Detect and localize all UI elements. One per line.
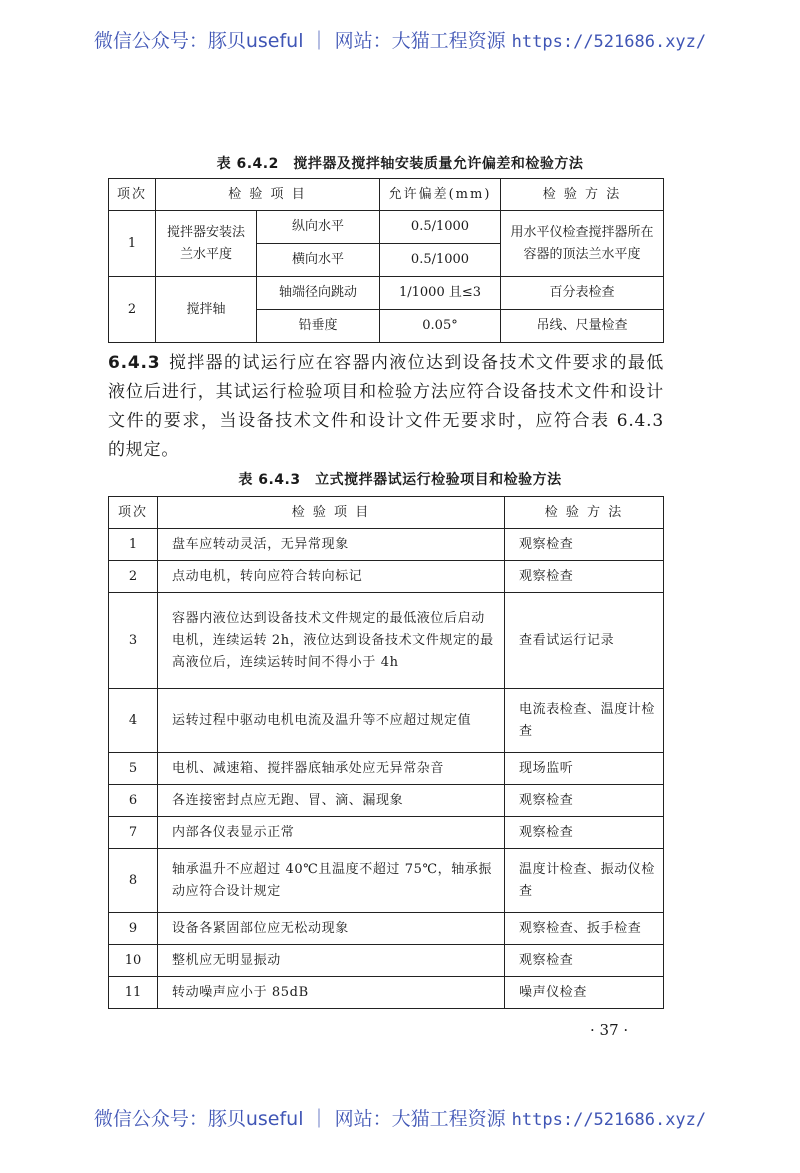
row-method: 观察检查 (505, 945, 664, 977)
watermark-wechat: 微信公众号：豚贝useful (93, 30, 304, 52)
row-item: 轴端径向跳动 (257, 277, 380, 310)
table-row (109, 817, 664, 849)
row-method: 温度计检查、振动仪检查 (505, 849, 664, 913)
watermark-url[interactable]: https://521686.xyz/ (511, 1110, 707, 1130)
watermark-site: 网站：大猫工程资源 (334, 30, 506, 52)
row-item: 点动电机，转向应符合转向标记 (158, 561, 505, 593)
row-method: 用水平仪检查搅拌器所在容器的顶法兰水平度 (501, 211, 664, 277)
table-row (109, 753, 664, 785)
table-6-4-3-title: 表 6.4.3 立式搅拌器试运行检验项目和检验方法 (238, 472, 562, 488)
row-method: 百分表检查 (501, 277, 664, 310)
watermark-top (0, 26, 800, 53)
row-no: 5 (109, 753, 158, 785)
table-6-4-2-title: 表 6.4.2 搅拌器及搅拌轴安装质量允许偏差和检验方法 (216, 156, 584, 172)
header-method: 检 验 方 法 (505, 497, 664, 529)
row-no: 3 (109, 593, 158, 689)
row-item: 盘车应转动灵活，无异常现象 (158, 529, 505, 561)
row-item: 转动噪声应小于 85dB (158, 977, 505, 1009)
table-row (109, 277, 664, 310)
table-6-4-3 (108, 496, 664, 1009)
row-tolerance: 0.05° (380, 310, 501, 343)
row-item: 整机应无明显振动 (158, 945, 505, 977)
table-header-row (109, 179, 664, 211)
row-item: 各连接密封点应无跑、冒、滴、漏现象 (158, 785, 505, 817)
clause-text: 搅拌器的试运行应在容器内液位达到设备技术文件要求的最低液位后进行，其试运行检验项目和检验方法应符合设备技术文件和设计文件的要求，当设备技术文件和设计文件无要求时，应符合表 6.4.3 的规定。 (108, 353, 664, 460)
clause-number: 6.4.3 (108, 353, 161, 373)
watermark-site: 网站：大猫工程资源 (334, 1108, 506, 1130)
table-row (109, 785, 664, 817)
row-method: 吊线、尺量检查 (501, 310, 664, 343)
row-no: 1 (109, 211, 156, 277)
row-no: 8 (109, 849, 158, 913)
row-no: 2 (109, 277, 156, 343)
row-no: 4 (109, 689, 158, 753)
row-method: 噪声仪检查 (505, 977, 664, 1009)
table-6-4-2 (108, 178, 664, 343)
table-row (109, 945, 664, 977)
table-header-row (109, 497, 664, 529)
row-no: 1 (109, 529, 158, 561)
row-no: 9 (109, 913, 158, 945)
row-method: 观察检查 (505, 817, 664, 849)
row-item: 横向水平 (257, 244, 380, 277)
watermark-bottom (0, 1104, 800, 1131)
header-no: 项次 (109, 179, 156, 211)
row-method: 观察检查、扳手检查 (505, 913, 664, 945)
table-row (109, 211, 664, 244)
row-method: 电流表检查、温度计检查 (505, 689, 664, 753)
row-tolerance: 1/1000 且≤3 (380, 277, 501, 310)
row-no: 6 (109, 785, 158, 817)
clause-6-4-3 (108, 349, 664, 465)
row-item: 纵向水平 (257, 211, 380, 244)
page-number: · 37 · (590, 1021, 629, 1039)
table-row (109, 561, 664, 593)
header-tolerance: 允许偏差(mm) (380, 179, 501, 211)
row-no: 11 (109, 977, 158, 1009)
row-tolerance: 0.5/1000 (380, 211, 501, 244)
row-no: 2 (109, 561, 158, 593)
watermark-wechat: 微信公众号：豚贝useful (93, 1108, 304, 1130)
row-method: 查看试运行记录 (505, 593, 664, 689)
row-method: 观察检查 (505, 529, 664, 561)
row-item: 铅垂度 (257, 310, 380, 343)
row-method: 观察检查 (505, 785, 664, 817)
table-row (109, 689, 664, 753)
watermark-separator: ｜ (309, 30, 329, 52)
table-row (109, 977, 664, 1009)
watermark-url[interactable]: https://521686.xyz/ (511, 32, 707, 52)
row-method: 现场监听 (505, 753, 664, 785)
header-item: 检 验 项 目 (156, 179, 380, 211)
row-item: 设备各紧固部位应无松动现象 (158, 913, 505, 945)
table-row (109, 849, 664, 913)
header-method: 检 验 方 法 (501, 179, 664, 211)
header-no: 项次 (109, 497, 158, 529)
row-item: 轴承温升不应超过 40℃且温度不超过 75℃，轴承振动应符合设计规定 (158, 849, 505, 913)
row-tolerance: 0.5/1000 (380, 244, 501, 277)
row-no: 7 (109, 817, 158, 849)
row-item: 内部各仪表显示正常 (158, 817, 505, 849)
row-method: 观察检查 (505, 561, 664, 593)
table-row (109, 593, 664, 689)
header-item: 检 验 项 目 (158, 497, 505, 529)
row-group: 搅拌轴 (156, 277, 257, 343)
table-row (109, 529, 664, 561)
watermark-separator: ｜ (309, 1108, 329, 1130)
table-row (109, 913, 664, 945)
row-item: 运转过程中驱动电机电流及温升等不应超过规定值 (158, 689, 505, 753)
row-item: 容器内液位达到设备技术文件规定的最低液位后启动电机，连续运转 2h，液位达到设备技术文件规定的最高液位后，连续运转时间不得小于 4h (158, 593, 505, 689)
row-no: 10 (109, 945, 158, 977)
row-item: 电机、减速箱、搅拌器底轴承处应无异常杂音 (158, 753, 505, 785)
row-group: 搅拌器安装法兰水平度 (156, 211, 257, 277)
